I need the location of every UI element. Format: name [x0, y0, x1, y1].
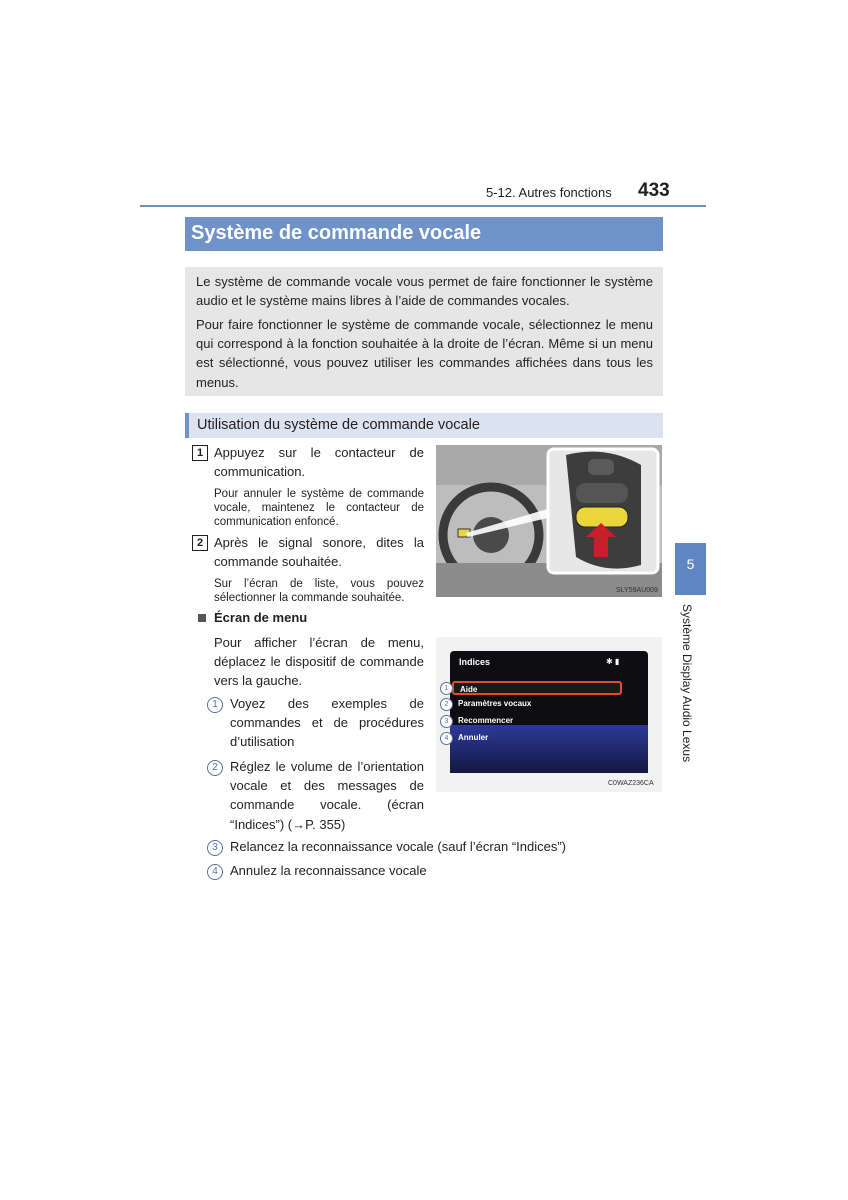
page-title: Système de commande vocale — [191, 222, 482, 244]
subsection-bar — [185, 413, 663, 438]
item-number-1: 1 — [207, 697, 223, 713]
callout-1: 1 — [440, 682, 453, 695]
item-number-2: 2 — [207, 760, 223, 776]
intro-paragraph-2: Pour faire fonctionner le système de commande vocale, sélectionnez le menu qui correspond à la fonction souhaitée à la droite de l’écran. Même si un menu est sélectionné, vous pouvez utiliser les commandes affichées dans tous les menus. — [196, 317, 653, 390]
screen-menu-aide[interactable]: Aide — [452, 681, 622, 695]
step-2-text: Après le signal sonore, dites la commande souhaitée. — [214, 535, 424, 570]
menu-item-2-text: Réglez le volume de l’orientation vocale et des messages de commande vocale. (écran “Indices”) (→P. 355) — [230, 759, 424, 832]
step-1-note: Pour annuler le système de commande vocale, maintenez le contacteur de communication enfoncé. — [214, 488, 424, 528]
screen-menu-recommencer[interactable]: Recommencer — [458, 716, 514, 725]
bullet-square-icon — [198, 614, 206, 622]
step-1-text: Appuyez sur le contacteur de communication. — [214, 445, 424, 480]
figure2-code: C0WAZ236CA — [608, 780, 654, 787]
chapter-label: Système Display Audio Lexus — [680, 604, 694, 763]
callout-2: 2 — [440, 698, 453, 711]
item-number-3: 3 — [207, 840, 223, 856]
subsection-title: Utilisation du système de commande vocale — [197, 417, 480, 433]
menu-screen-heading: Écran de menu — [214, 610, 308, 625]
screen-menu-parametres[interactable]: Paramètres vocaux — [458, 699, 532, 708]
chapter-tab: 5 — [675, 543, 706, 595]
menu-screen-intro: Pour afficher l’écran de menu, déplacez le dispositif de commande vers la gauche. — [214, 635, 424, 689]
intro-box — [185, 267, 663, 396]
steering-wheel-figure — [436, 445, 662, 597]
step-number-2: 2 — [192, 535, 208, 551]
screen-title: Indices — [459, 657, 491, 667]
steering-wheel-illustration — [436, 445, 662, 597]
intro-paragraph-1: Le système de commande vocale vous permet de faire fonctionner le système audio et le système mains libres à l’aide de commandes vocales. — [196, 274, 653, 309]
page-number: 433 — [638, 180, 670, 201]
callout-4: 4 — [440, 732, 453, 745]
header-rule — [140, 205, 706, 207]
page-title-bar — [185, 217, 663, 251]
status-icons: ✱ ▮ — [606, 657, 620, 666]
callout-3: 3 — [440, 715, 453, 728]
section-header: 5-12. Autres fonctions — [486, 185, 612, 200]
step-2-note: Sur l’écran de liste, vous pouvez sélectionner la commande souhaitée. — [214, 578, 424, 604]
figure1-code: SLY59AU009 — [616, 587, 658, 594]
menu-item-1-text: Voyez des exemples de commandes et de procédures d’utilisation — [230, 696, 424, 750]
screen-menu-annuler[interactable]: Annuler — [458, 733, 489, 742]
menu-item-4-text: Annulez la reconnaissance vocale — [230, 863, 427, 878]
item-number-4: 4 — [207, 864, 223, 880]
menu-item-3-text: Relancez la reconnaissance vocale (sauf l’écran “Indices”) — [230, 839, 566, 854]
step-number-1: 1 — [192, 445, 208, 461]
